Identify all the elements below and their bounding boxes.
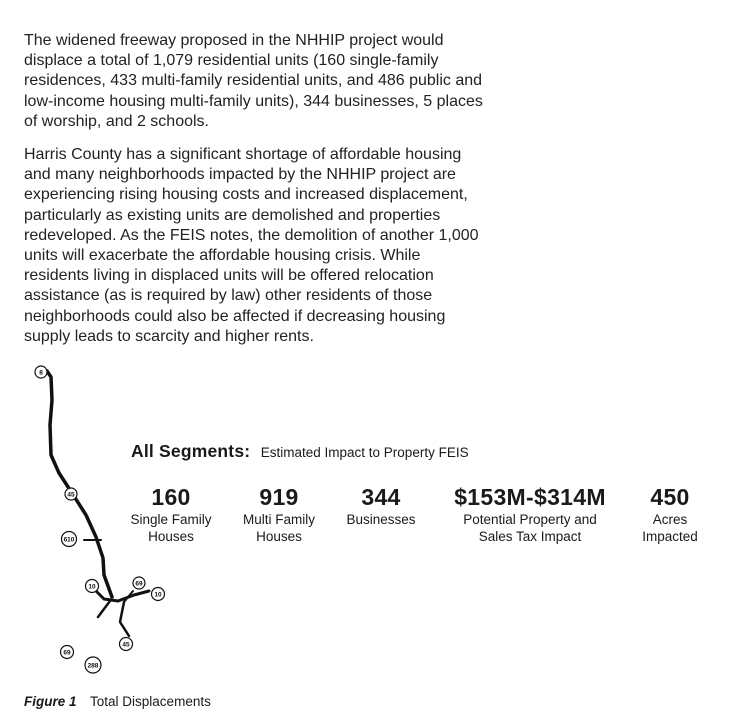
shield-label: 288 [87, 662, 99, 670]
stat-single-family-houses [120, 483, 222, 545]
stat-label-line: Single Family [130, 512, 212, 527]
stat-label-line: Businesses [346, 512, 416, 527]
impact-heading-title: All Segments: [131, 441, 251, 461]
figure-caption [24, 694, 211, 709]
freeway-main-route [47, 371, 112, 597]
stat-value: 160 [151, 484, 191, 510]
stat-value: 344 [361, 484, 401, 510]
affordable-housing-paragraph: Harris County has a significant shortage of affordable housing and many neighborhoods impacted by the NHHIP project are experiencing rising housing costs and increased displacement, particularly as existing units are demolished and properties redeveloped. As the FEIS notes, the demolition of another 1,000 units will exacerbate the affordable housing crisis. While residents living in displaced units will be offered relocation assistance (as is required by law) other residents of those neighborhoods could also be affected if decreasing housing supply leads to scarcity and higher rents. [24, 146, 479, 345]
freeway-i45-south-route [120, 602, 129, 636]
freeway-i10-route [94, 589, 149, 601]
shield-label: 45 [67, 491, 75, 499]
stat-label-line: Potential Property and [463, 512, 597, 527]
stat-label-line: Multi Family [242, 512, 315, 527]
figure-caption-text: Total Displacements [90, 694, 211, 709]
stat-multi-family-houses [232, 483, 326, 545]
stat-label-line: Houses [148, 529, 194, 544]
impact-heading [131, 441, 469, 462]
shield-label: 45 [122, 641, 130, 649]
stat-businesses [338, 483, 424, 528]
shield-label: 10 [154, 591, 162, 599]
intro-paragraph: The widened freeway proposed in the NHHIP project would displace a total of 1,079 residential units (160 single-family residences, 433 multi-family residential units, and 486 public and low-income housing multi-family units), 344 businesses, 5 places of worship, and 2 schools. [24, 32, 483, 130]
stat-value: 919 [259, 484, 299, 510]
freeway-i69-south-route [98, 601, 110, 617]
stat-tax-impact [438, 483, 622, 545]
shield-label: 69 [63, 649, 71, 657]
stat-label-line: Houses [256, 529, 302, 544]
shield-label: 10 [88, 583, 96, 591]
stat-label-line: Impacted [642, 529, 698, 544]
stat-label-line: Sales Tax Impact [478, 529, 582, 544]
impact-heading-subtitle: Estimated Impact to Property FEIS [260, 445, 469, 460]
shield-label: 610 [63, 536, 75, 544]
stat-value: 450 [650, 484, 690, 510]
figure-label: Figure 1 [24, 694, 77, 709]
shield-label: 69 [135, 580, 143, 588]
shield-label: 8 [39, 369, 43, 377]
stat-acres-impacted [630, 483, 710, 545]
stat-label-line: Acres [652, 512, 688, 527]
stat-value: $153M-$314M [454, 484, 606, 510]
